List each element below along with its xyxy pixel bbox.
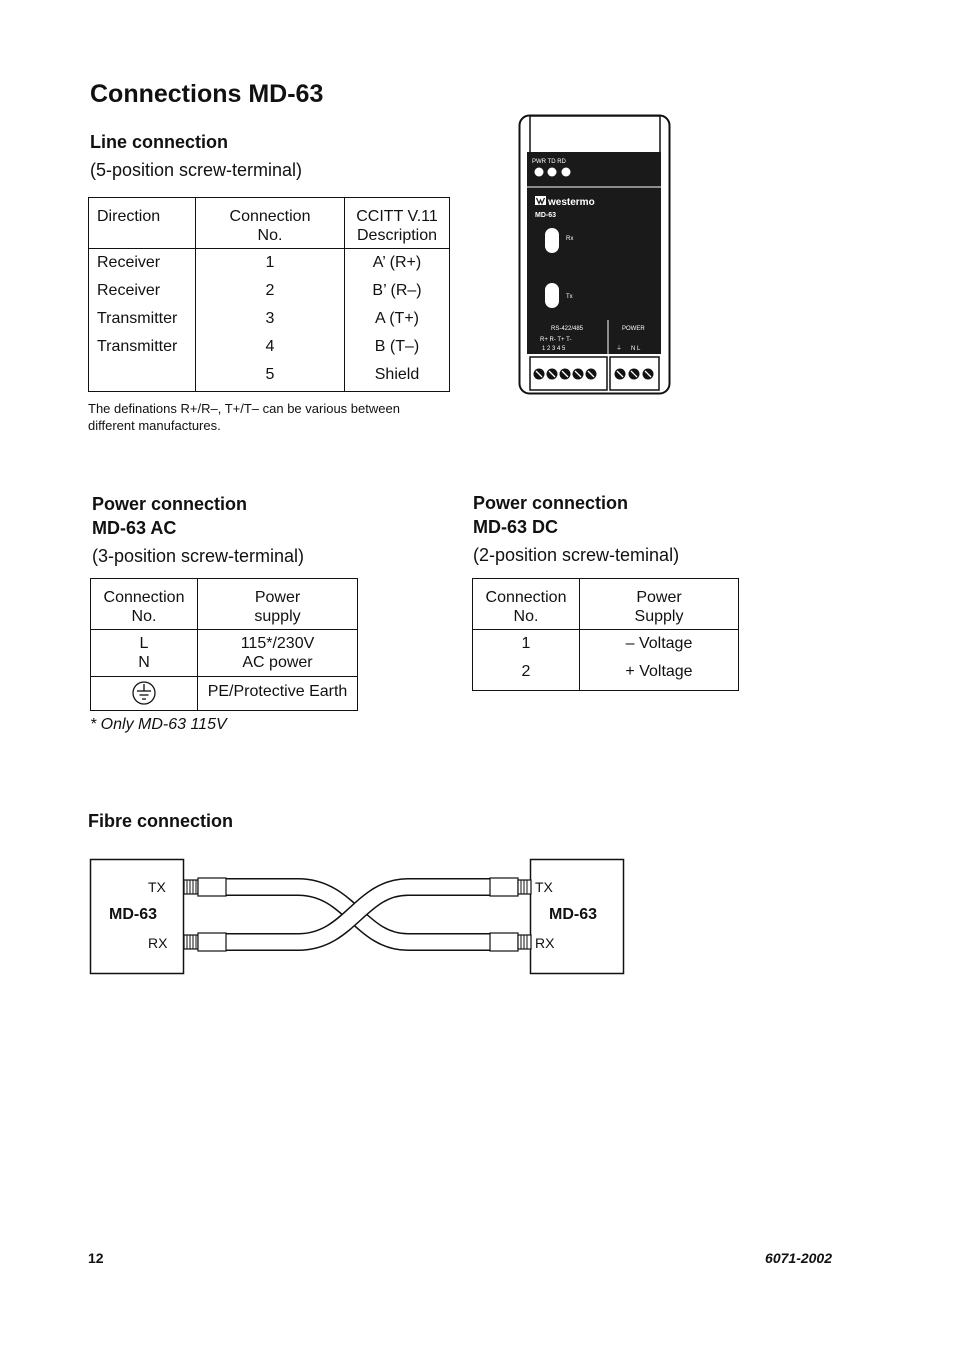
line-connection-heading: Line connection: [90, 132, 229, 152]
right-tx-label: TX: [535, 879, 553, 895]
table-cell: Receiver: [97, 254, 161, 271]
tx-port-icon: [545, 283, 559, 308]
table-cell: B (T–): [374, 338, 420, 355]
right-rx-connector-icon: [490, 933, 531, 951]
rx-port-label: Rx: [566, 236, 574, 242]
table-cell: Receiver: [97, 282, 161, 299]
table-cell: 3: [265, 310, 275, 327]
left-rx-label: RX: [148, 935, 168, 951]
tx-port-label: Tx: [566, 294, 573, 300]
document-number: 6071-2002: [765, 1250, 832, 1266]
led-labels: PWR TD RD: [532, 159, 566, 165]
table-header-row: [473, 579, 739, 630]
left-device-model: MD-63: [109, 906, 158, 923]
connection-no-cell: [196, 249, 345, 392]
power-label: POWER: [622, 326, 645, 332]
device-model-label: MD-63: [535, 212, 557, 219]
table-row: [473, 630, 739, 691]
right-tx-connector-icon: [490, 878, 531, 896]
fibre-connection-diagram: [88, 858, 628, 978]
table-cell: L N: [91, 630, 198, 677]
power-ac-heading: Power connection: [92, 494, 248, 514]
header-power: Power supply: [198, 579, 358, 630]
table-body-row: [89, 249, 450, 392]
power-ac-footnote: * Only MD-63 115V: [90, 716, 227, 733]
power-ac-heading-block: [92, 492, 304, 568]
page-title: Connections MD-63: [90, 80, 324, 108]
table-cell: Shield: [374, 366, 420, 383]
page-number: 12: [88, 1250, 104, 1266]
table-cell: B’ (R–): [372, 282, 422, 299]
table-cell: – Voltage + Voltage: [580, 630, 739, 691]
power-pin-labels: N L: [631, 346, 641, 352]
table-row: [91, 630, 358, 677]
description-cell: [345, 249, 450, 392]
md-63-device-illustration: [518, 114, 672, 396]
line-connection-heading-block: [90, 130, 302, 182]
header-connection: Connection No.: [91, 579, 198, 630]
table-header-row: [91, 579, 358, 630]
header-connection: Connection No.: [473, 579, 580, 630]
table-cell: Transmitter: [97, 310, 178, 327]
header-ccitt: CCITT V.11 Description: [345, 198, 450, 249]
line-connection-note: The definations R+/R–, T+/T– can be various between different manufactures.: [88, 401, 400, 433]
right-device-model: MD-63: [549, 906, 598, 923]
table-row: [91, 677, 358, 711]
pin-labels-top: R+ R- T+ T-: [540, 337, 572, 343]
left-rx-connector-icon: [184, 933, 226, 951]
left-tx-label: TX: [148, 879, 166, 895]
table-cell: A (T+): [374, 310, 419, 327]
pin-labels-bottom: 1 2 3 4 5: [542, 346, 566, 352]
table-cell: 1: [265, 254, 275, 271]
header-power: Power Supply: [580, 579, 739, 630]
td-led-icon: [548, 168, 557, 177]
rx-port-icon: [545, 228, 559, 253]
table-cell: A’ (R+): [372, 254, 422, 271]
power-dc-model: MD-63 DC: [473, 517, 559, 537]
rd-led-icon: [562, 168, 571, 177]
brand-logo-text: westermo: [548, 197, 595, 208]
table-cell: 2: [265, 282, 275, 299]
power-dc-heading: Power connection: [473, 493, 629, 513]
power-ac-model: MD-63 AC: [92, 518, 177, 538]
header-connection: Connection No.: [196, 198, 345, 249]
table-cell: [91, 677, 198, 711]
line-connection-subheading: (5-position screw-terminal): [90, 160, 303, 180]
direction-cell: [89, 249, 196, 392]
earth-pin-icon: ⏚: [616, 346, 623, 352]
table-cell: 115*/230V AC power: [198, 630, 358, 677]
line-connection-table: [88, 197, 450, 392]
header-direction: Direction: [89, 198, 196, 249]
table-cell: 5: [265, 366, 275, 383]
power-ac-subheading: (3-position screw-terminal): [92, 546, 305, 566]
right-rx-label: RX: [535, 935, 555, 951]
table-header-row: [89, 198, 450, 249]
left-tx-connector-icon: [184, 878, 226, 896]
rs-422-485-label: RS-422/485: [551, 326, 584, 332]
table-cell: 1 2: [473, 630, 580, 691]
fibre-connection-heading: Fibre connection: [88, 811, 234, 831]
power-dc-table: [472, 578, 739, 691]
pwr-led-icon: [535, 168, 544, 177]
power-dc-heading-block: [473, 491, 679, 567]
power-ac-table: [90, 578, 358, 711]
table-cell: PE/Protective Earth: [198, 677, 358, 711]
power-dc-subheading: (2-position screw-teminal): [473, 545, 680, 565]
table-cell: Transmitter: [97, 338, 178, 355]
table-cell: 4: [265, 338, 275, 355]
protective-earth-icon: [131, 681, 157, 705]
